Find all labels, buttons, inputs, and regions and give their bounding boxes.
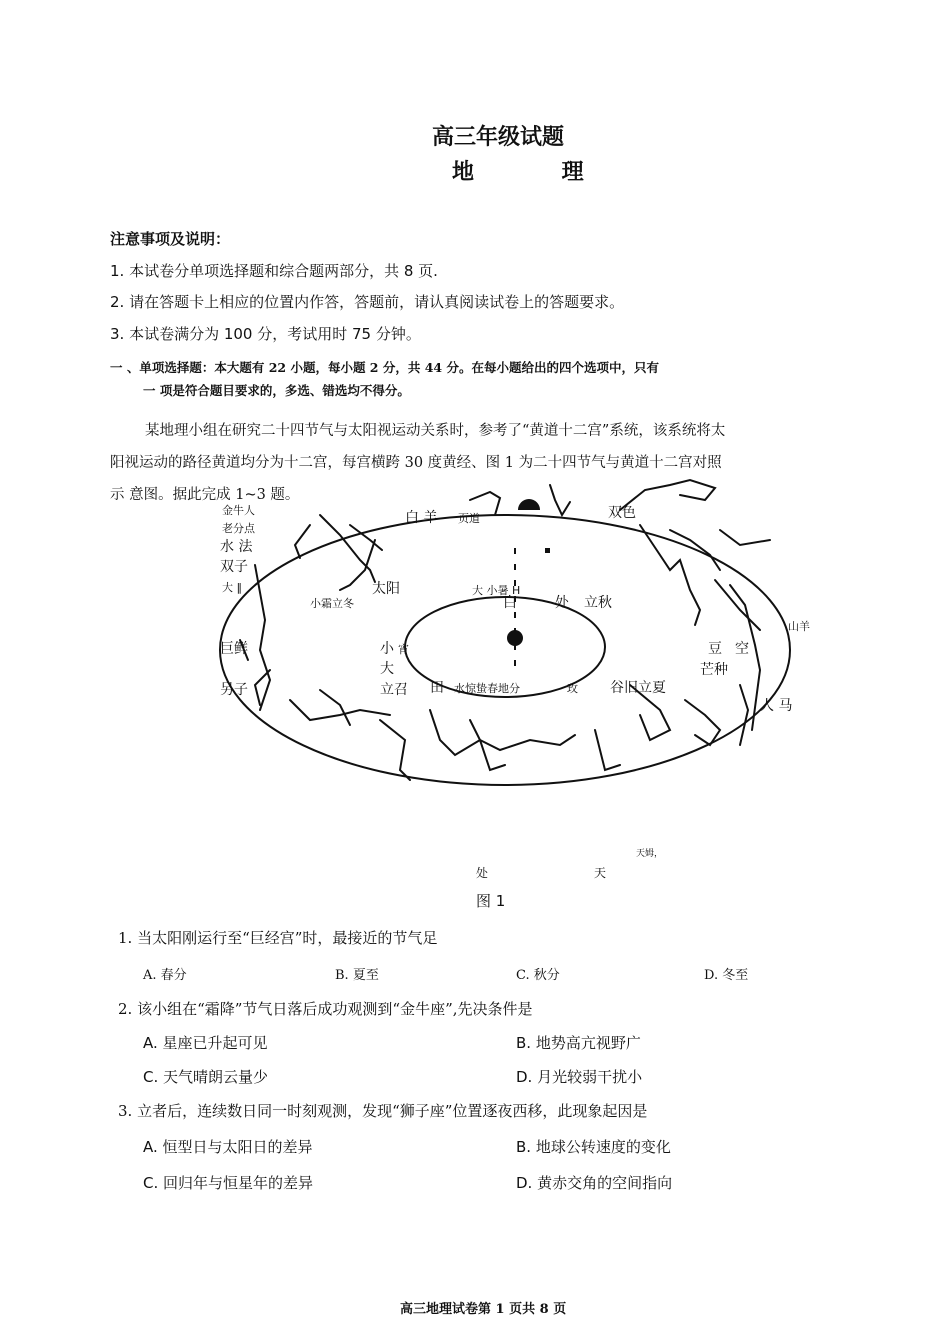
label-mangzhong: 芒种 — [700, 662, 728, 678]
intro-line-3: 示 意图。据此完成 1~3 题。 — [110, 487, 300, 503]
label-kong: 空 — [735, 641, 749, 657]
subject-title: 地 理 — [452, 160, 624, 185]
question-3-option-a[interactable]: A. 恒型日与太阳日的差异 — [143, 1138, 313, 1156]
page-title: 高三年级试题 — [432, 125, 565, 150]
label-renma: 人 马 — [760, 698, 793, 714]
question-2-stem: 2. 该小组在“霜降”节气日落后成功观测到“金牛座”,先决条件是 — [118, 1000, 533, 1018]
label-lizhao: 立召 — [380, 682, 408, 698]
label-chushu: 处 — [555, 595, 569, 611]
label-tianmu-bottom: 天姆， — [636, 849, 664, 859]
label-da: 大 ‖ — [222, 581, 242, 594]
label-jinniu: 金牛人 — [222, 504, 255, 517]
intro-line-1: 某地理小组在研究二十四节气与太阳视运动关系时，参考了“黄道十二宫”系统，该系统将太 — [145, 423, 726, 439]
label-taiyang: 太阳 — [372, 581, 400, 597]
notice-item-2: 2. 请在答题卡上相应的位置内作答，答题前，请认真阅读试卷上的答题要求。 — [110, 293, 625, 311]
figure-caption: 图 1 — [476, 892, 506, 910]
question-2-option-c[interactable]: C. 天气晴朗云量少 — [143, 1068, 269, 1086]
question-1-option-a[interactable]: A. 春分 — [143, 968, 187, 983]
label-dashu: 大 小暑 H — [472, 584, 521, 597]
section-heading-line2: 一 项是符合题目要求的，多选、错选均不得分。 — [143, 383, 410, 398]
label-da2: 大 — [380, 661, 394, 677]
page-footer: 高三地理试卷第 1 页共 8 页 — [400, 1302, 567, 1317]
question-2-option-b[interactable]: B. 地势高亢视野广 — [516, 1034, 641, 1052]
section-heading-line1: 一 、单项选择题：本大题有 22 小题，每小题 2 分，共 44 分。在每小题给出的四个选项中，只有 — [110, 360, 659, 375]
question-3-stem: 3. 立者后，连续数日同一时刻观测，发现“狮子座”位置逐夜西移，此现象起因是 — [118, 1102, 648, 1120]
notice-item-1: 1. 本试卷分单项选择题和综合题两部分，共 8 页. — [110, 262, 438, 280]
constellation-lines — [240, 480, 770, 780]
label-tian-bottom: 天 — [594, 866, 607, 880]
label-shuangse: 双色 — [608, 505, 636, 521]
label-laofen: 老分点 — [222, 522, 255, 535]
ecliptic-outer-orbit — [220, 515, 793, 785]
earth-icon — [507, 630, 523, 646]
question-3-option-c[interactable]: C. 回归年与恒星年的差异 — [143, 1174, 314, 1192]
label-liqiu: 立秋 — [584, 595, 612, 611]
label-tian: 田 — [430, 680, 444, 696]
label-huangdao: 页道 — [458, 512, 480, 525]
label-gujiu: 谷旧立夏 — [610, 680, 666, 696]
label-xiaoshuang: 小霜立冬 — [310, 597, 354, 610]
label-mei: 玫 — [567, 682, 578, 695]
zodiac-solar-terms-diagram — [200, 470, 820, 840]
label-jingzhe: 水惊蛰春地分 — [454, 682, 520, 695]
label-shanyang: 山羊 — [788, 620, 810, 633]
label-dou: 豆 — [708, 641, 722, 657]
question-1-stem: 1. 当太阳刚运行至“巨经宫”时，最接近的节气足 — [118, 929, 438, 947]
label-chu-bottom: 处 — [476, 866, 489, 880]
notice-item-3: 3. 本试卷满分为 100 分，考试用时 75 分钟。 — [110, 325, 421, 343]
intro-line-2: 阳视运动的路径黄道均分为十二宫，每宫横跨 30 度黄经、图 1 为二十四节气与黄道十二宫对照 — [110, 455, 722, 471]
label-shui: 水 法 — [220, 539, 253, 555]
label-han: 宵 — [398, 643, 409, 656]
label-shuangzi: 双子 — [220, 559, 248, 575]
label-baiyang: 白 羊 — [405, 510, 438, 526]
label-xiao: 小 — [380, 641, 394, 657]
question-1-option-d[interactable]: D. 冬至 — [704, 968, 749, 983]
marker-dot — [545, 548, 550, 553]
label-baizhi: 白 — [503, 595, 517, 611]
question-2-option-d[interactable]: D. 月光较弱干扰小 — [516, 1068, 643, 1086]
question-1-option-b[interactable]: B. 夏至 — [335, 968, 379, 983]
label-lingzi: 另子 — [220, 682, 248, 698]
label-juxie: 巨鲜 — [220, 641, 248, 657]
question-1-option-c[interactable]: C. 秋分 — [516, 968, 560, 983]
sun-marker-icon — [518, 499, 540, 510]
question-2-option-a[interactable]: A. 星座已升起可见 — [143, 1034, 268, 1052]
notice-heading: 注意事项及说明： — [110, 230, 231, 248]
question-3-option-d[interactable]: D. 黄赤交角的空间指向 — [516, 1174, 673, 1192]
question-3-option-b[interactable]: B. 地球公转速度的变化 — [516, 1138, 671, 1156]
